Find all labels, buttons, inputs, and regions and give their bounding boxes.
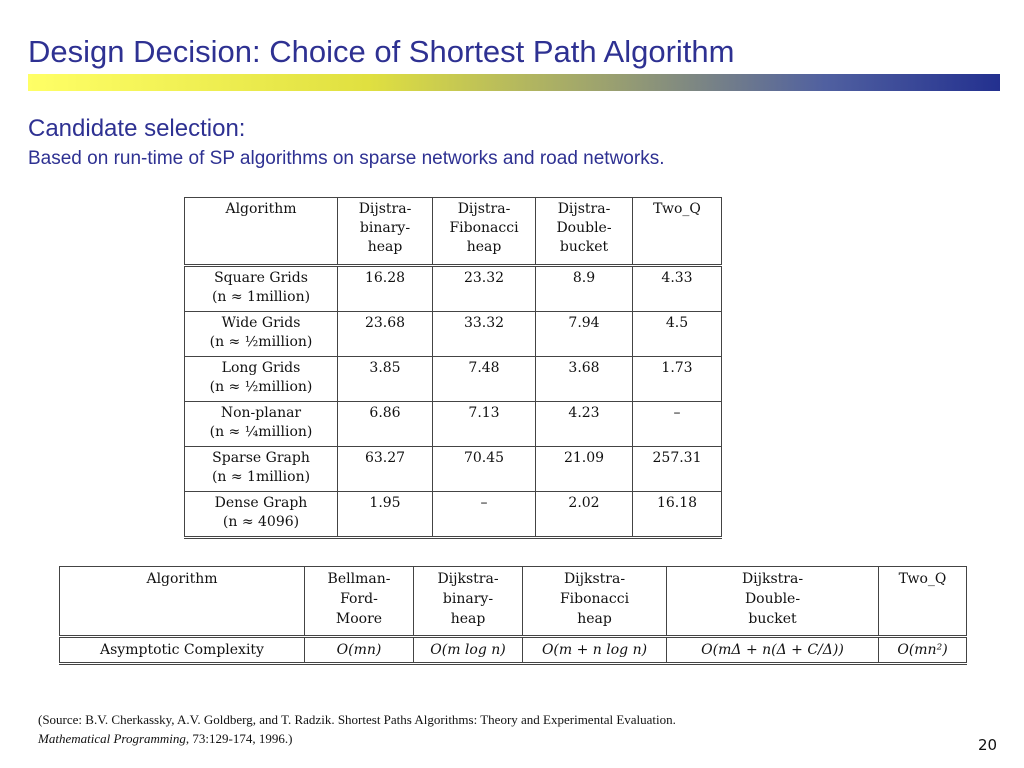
table-row — [185, 402, 722, 447]
runtime-header-two-q — [633, 198, 722, 266]
table-row — [185, 266, 722, 312]
row-name: Dense Graph — [214, 495, 308, 511]
table-cell: – — [633, 402, 722, 447]
complexity-header-binary-heap — [414, 567, 523, 637]
header-label: Two_Q — [898, 571, 947, 587]
row-size: (n ≈ 1million) — [211, 469, 311, 485]
runtime-header-row — [185, 198, 722, 266]
complexity-table — [59, 566, 967, 665]
complexity-header-fibonacci-heap — [523, 567, 667, 637]
header-label: Dijstra- Fibonacci heap — [449, 201, 519, 255]
complexity-header-bellman-ford-moore — [305, 567, 414, 637]
row-label — [185, 447, 338, 492]
table-cell: 21.09 — [536, 447, 633, 492]
citation-details: , 73:129-174, 1996.) — [185, 731, 293, 746]
table-cell: 23.32 — [433, 266, 536, 312]
table-row — [185, 357, 722, 402]
complexity-header-double-bucket — [667, 567, 879, 637]
slide-title: Design Decision: Choice of Shortest Path Algorithm — [28, 34, 735, 69]
table-cell: 4.33 — [633, 266, 722, 312]
table-cell: O(mΔ + n(Δ + C/Δ)) — [667, 637, 879, 664]
header-label: Algorithm — [146, 571, 218, 587]
header-label: Dijstra- Double- bucket — [556, 201, 612, 255]
citation-text: (Source: B.V. Cherkassky, A.V. Goldberg, and T. Radzik. Shortest Paths Algorithms: Theory and Experimental Evaluation. — [38, 712, 676, 727]
table-row — [60, 637, 967, 664]
description: Based on run-time of SP algorithms on sparse networks and road networks. — [28, 148, 665, 169]
source-citation — [38, 710, 938, 748]
complexity-header-algorithm — [60, 567, 305, 637]
table-cell: O(mn²) — [879, 637, 967, 664]
row-label — [185, 357, 338, 402]
table-cell: O(mn) — [305, 637, 414, 664]
header-label: Bellman- Ford- Moore — [327, 571, 391, 627]
row-name: Long Grids — [221, 360, 301, 376]
table-cell: O(m log n) — [414, 637, 523, 664]
table-cell: 23.68 — [338, 312, 433, 357]
table-cell: 70.45 — [433, 447, 536, 492]
table-cell: 1.95 — [338, 492, 433, 538]
table-cell: – — [433, 492, 536, 538]
row-label — [185, 266, 338, 312]
row-label: Asymptotic Complexity — [60, 637, 305, 664]
row-name: Sparse Graph — [212, 450, 310, 466]
runtime-header-fibonacci-heap — [433, 198, 536, 266]
header-label: Two_Q — [653, 201, 701, 217]
complexity-header-two-q — [879, 567, 967, 637]
runtime-header-algorithm — [185, 198, 338, 266]
table-cell: 257.31 — [633, 447, 722, 492]
subtitle: Candidate selection: — [28, 115, 246, 142]
header-label: Dijstra- binary- heap — [358, 201, 412, 255]
row-name: Non-planar — [220, 405, 302, 421]
header-label: Algorithm — [225, 201, 297, 217]
runtime-table — [184, 197, 722, 539]
table-cell: 2.02 — [536, 492, 633, 538]
row-size: (n ≈ ½million) — [209, 334, 313, 350]
table-cell: 4.5 — [633, 312, 722, 357]
table-cell: 63.27 — [338, 447, 433, 492]
journal-name: Mathematical Programming — [38, 731, 186, 746]
row-name: Wide Grids — [221, 315, 301, 331]
table-cell: 1.73 — [633, 357, 722, 402]
table-row — [185, 312, 722, 357]
table-cell: 16.18 — [633, 492, 722, 538]
row-label — [185, 402, 338, 447]
table-cell: 7.13 — [433, 402, 536, 447]
title-underline-bar — [28, 74, 1000, 91]
table-row — [185, 492, 722, 538]
table-cell: 7.94 — [536, 312, 633, 357]
runtime-header-double-bucket — [536, 198, 633, 266]
row-label — [185, 312, 338, 357]
row-size: (n ≈ ¼million) — [209, 424, 313, 440]
row-label — [185, 492, 338, 538]
page-number: 20 — [978, 736, 998, 754]
header-label: Dijkstra- Fibonacci heap — [559, 571, 630, 627]
row-size: (n ≈ 1million) — [211, 289, 311, 305]
table-cell: 3.68 — [536, 357, 633, 402]
table-cell: O(m + n log n) — [523, 637, 667, 664]
table-cell: 3.85 — [338, 357, 433, 402]
table-row — [185, 447, 722, 492]
row-name: Square Grids — [214, 270, 308, 286]
row-size: (n ≈ ½million) — [209, 379, 313, 395]
table-cell: 4.23 — [536, 402, 633, 447]
table-cell: 16.28 — [338, 266, 433, 312]
table-cell: 6.86 — [338, 402, 433, 447]
table-cell: 7.48 — [433, 357, 536, 402]
header-label: Dijkstra- Double- bucket — [741, 571, 804, 627]
row-size: (n ≈ 4096) — [222, 514, 300, 530]
header-label: Dijkstra- binary- heap — [437, 571, 499, 627]
runtime-header-binary-heap — [338, 198, 433, 266]
complexity-header-row — [60, 567, 967, 637]
table-cell: 8.9 — [536, 266, 633, 312]
table-cell: 33.32 — [433, 312, 536, 357]
